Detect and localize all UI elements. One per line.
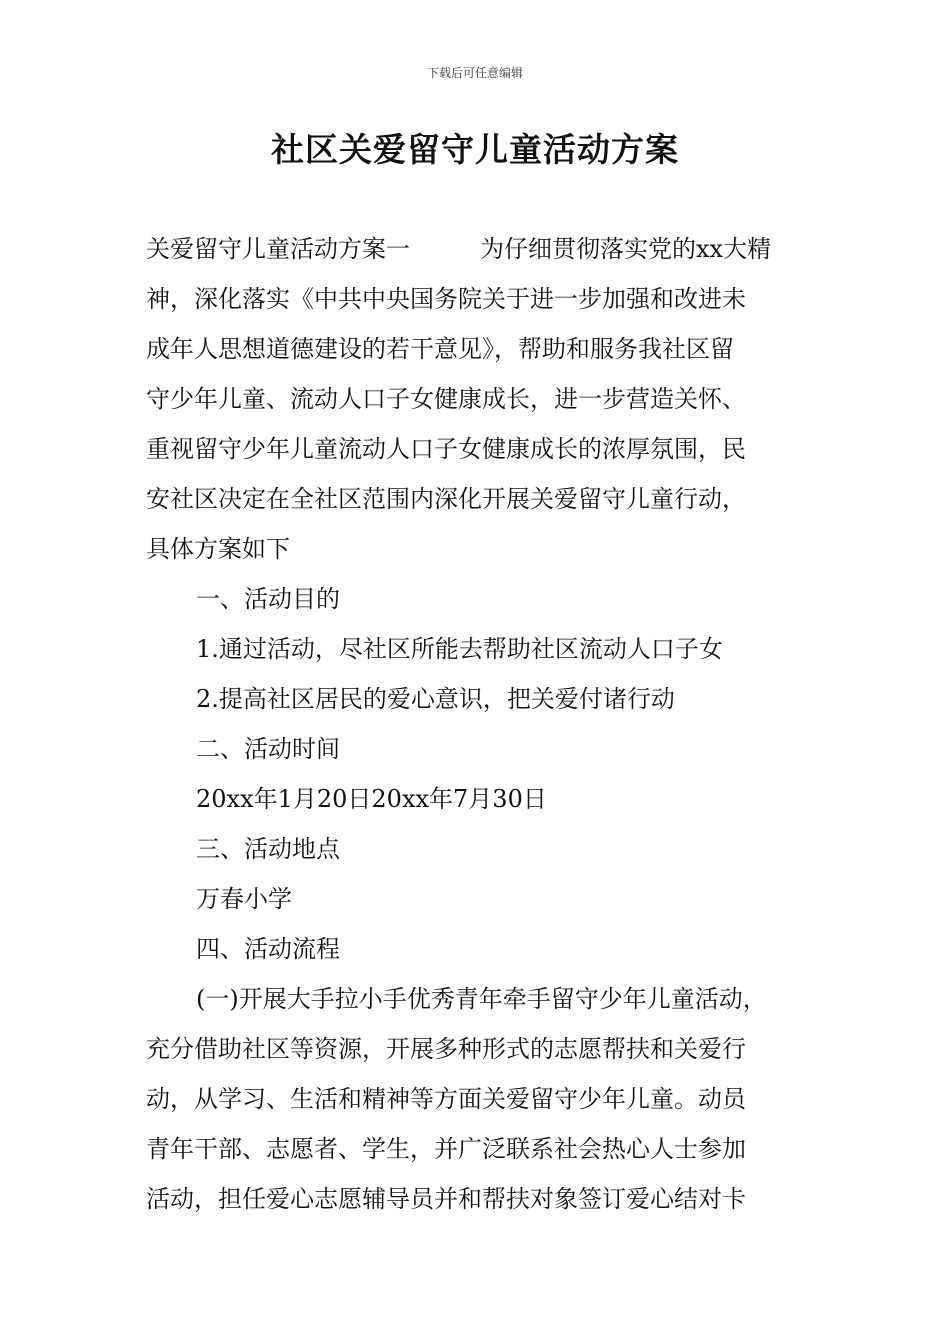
activity-one-line: 充分借助社区等资源，开展多种形式的志愿帮扶和关爱行 (146, 1035, 746, 1063)
section-heading-location: 三、活动地点 (196, 835, 340, 863)
section-heading-time: 二、活动时间 (196, 735, 340, 763)
header-note: 下载后可任意编辑 (426, 66, 523, 80)
section-heading-purpose: 一、活动目的 (196, 585, 340, 613)
document-title: 社区关爱留守儿童活动方案 (271, 130, 679, 169)
intro-line: 安社区决定在全社区范围内深化开展关爱留守儿童行动， (146, 485, 746, 513)
purpose-item-1: 1.通过活动，尽社区所能去帮助社区流动人口子女 (196, 635, 723, 663)
section-heading-process: 四、活动流程 (196, 935, 340, 963)
intro-first-line (146, 224, 814, 274)
activity-time-value: 20xx年1月20日20xx年7月30日 (196, 785, 547, 813)
intro-line: 守少年儿童、流动人口子女健康成长，进一步营造关怀、 (146, 385, 746, 413)
intro-line: 重视留守少年儿童流动人口子女健康成长的浓厚氛围，民 (146, 435, 746, 463)
activity-one-line: 活动，担任爱心志愿辅导员并和帮扶对象签订爱心结对卡 (146, 1185, 746, 1213)
document-body (146, 224, 814, 1224)
activity-one-line: 青年干部、志愿者、学生，并广泛联系社会热心人士参加 (146, 1135, 746, 1163)
intro-lead: 关爱留守儿童活动方案一 (146, 235, 410, 263)
activity-one-line: 动，从学习、生活和精神等方面关爱留守少年儿童。动员 (146, 1085, 746, 1113)
activity-location-value: 万春小学 (196, 885, 292, 913)
activity-one-first-line: (一)开展大手拉小手优秀青年牵手留守少年儿童活动， (196, 985, 767, 1013)
purpose-item-2: 2.提高社区居民的爱心意识，把关爱付诸行动 (196, 685, 675, 713)
intro-first-line-rest: 为仔细贯彻落实党的xx大精 (480, 235, 772, 263)
intro-line: 具体方案如下 (146, 535, 290, 563)
intro-line: 成年人思想道德建设的若干意见》，帮助和服务我社区留 (146, 335, 734, 363)
intro-line: 神，深化落实《中共中央国务院关于进一步加强和改进未 (146, 285, 746, 313)
